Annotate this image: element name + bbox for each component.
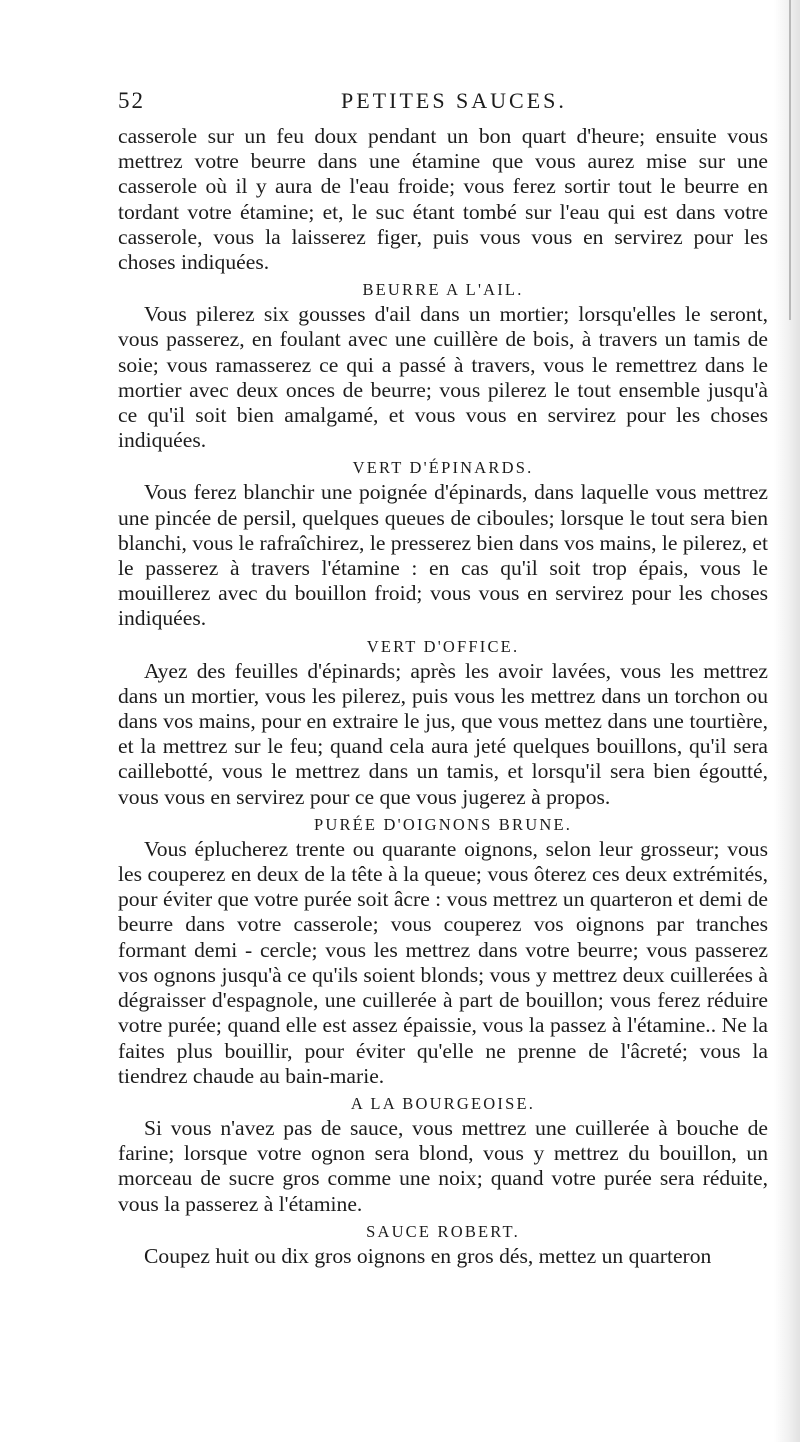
section-text-sauce-robert: Coupez huit ou dix gros oignons en gros dés, mettez un quarteron: [144, 1243, 712, 1268]
section-title-bourgeoise: A LA BOURGEOISE.: [350, 1093, 536, 1113]
intro-paragraph: casserole sur un feu doux pendant un bon quart d'heure; ensuite vous mettrez votre beurre dans une étamine que vous aurez mise sur une casserole où il y aura de l'eau froide; vous ferez sortir tout le beurre en tordant votre étamine; et, le suc étant tombé sur l'eau qui est dans votre casserole, vous la laisserez figer, puis vous vous en servirez pour les choses indiquées.: [118, 124, 768, 275]
page-header: [118, 88, 768, 122]
running-head: PETITES SAUCES.: [341, 88, 567, 113]
section-text-puree-oignons: Vous éplucherez trente ou quarante oignons, selon leur grosseur; vous les couperez en deux de la tête à la queue; vous ôterez ces deux extrémités, pour éviter que votre purée soit âcre : vous mettrez un quarteron et demi de beurre dans votre casserole; vous couperez vos oignons par tranches formant demi - cercle; vous les mettrez dans votre beurre; vous passerez vos ognons jusqu'à ce qu'ils soient blonds; vous y mettrez deux cuillerées à dégraisser d'espagnole, une cuillerée à part de bouillon; vous ferez réduire votre purée; quand elle est assez épaissie, vous la passez à l'étamine.. Ne la faites plus bouillir, pour éviter qu'elle ne prenne de l'âcreté; vous la tiendrez chaude au bain-marie.: [118, 836, 768, 1088]
page-number: 52: [118, 88, 145, 113]
section-title-vert-epinards: VERT D'ÉPINARDS.: [352, 458, 534, 478]
section-text-bourgeoise: Si vous n'avez pas de sauce, vous mettrez une cuillerée à bouche de farine; lorsque votre ognon sera blond, vous y mettrez du bouillon, un morceau de sucre gros comme une noix; quand votre purée sera réduite, vous la passerez à l'étamine.: [118, 1115, 768, 1216]
body-text: [118, 124, 768, 1269]
section-title-vert-office: VERT D'OFFICE.: [366, 636, 520, 656]
section-text-vert-office: Ayez des feuilles d'épinards; après les avoir lavées, vous les mettrez dans un mortier, vous les pilerez, puis vous les mettrez dans un torchon ou dans vos mains, pour en extraire le jus, que vous mettez dans une tourtière, et la mettrez sur le feu; quand cela aura jeté quelques bouillons, qu'il sera caillebotté, vous le mettrez dans un tamis, et lorsqu'il sera bien égoutté, vous vous en servirez pour ce que vous jugerez à propos.: [118, 658, 768, 809]
book-page: [118, 88, 768, 1269]
page-edge-line: [789, 0, 791, 320]
section-text-vert-epinards: Vous ferez blanchir une poignée d'épinards, dans laquelle vous mettrez une pincée de persil, quelques queues de ciboules; lorsque le tout sera bien blanchi, vous le rafraîchirez, le presserez bien dans vos mains, le pilerez, et le passerez à travers l'étamine : en cas qu'il soit trop épais, vous le mouillerez avec du bouillon froid; vous vous en servirez pour les choses indiquées.: [118, 480, 768, 631]
page-edge-shadow: [774, 0, 800, 1442]
section-title-sauce-robert: SAUCE ROBERT.: [366, 1221, 520, 1241]
section-text-beurre-ail: Vous pilerez six gousses d'ail dans un mortier; lorsqu'elles le seront, vous passerez, en foulant avec une cuillère de bois, à travers un tamis de soie; vous ramasserez ce qui a passé à travers, vous le remettrez dans le mortier avec deux onces de beurre; vous pilerez le tout ensemble jusqu'à ce qu'il soit bien amalgamé, et vous vous en servirez pour les choses indiquées.: [118, 302, 768, 453]
section-title-beurre-ail: BEURRE A L'AIL.: [362, 280, 524, 300]
section-title-puree-oignons: PURÉE D'OIGNONS BRUNE.: [313, 814, 573, 834]
